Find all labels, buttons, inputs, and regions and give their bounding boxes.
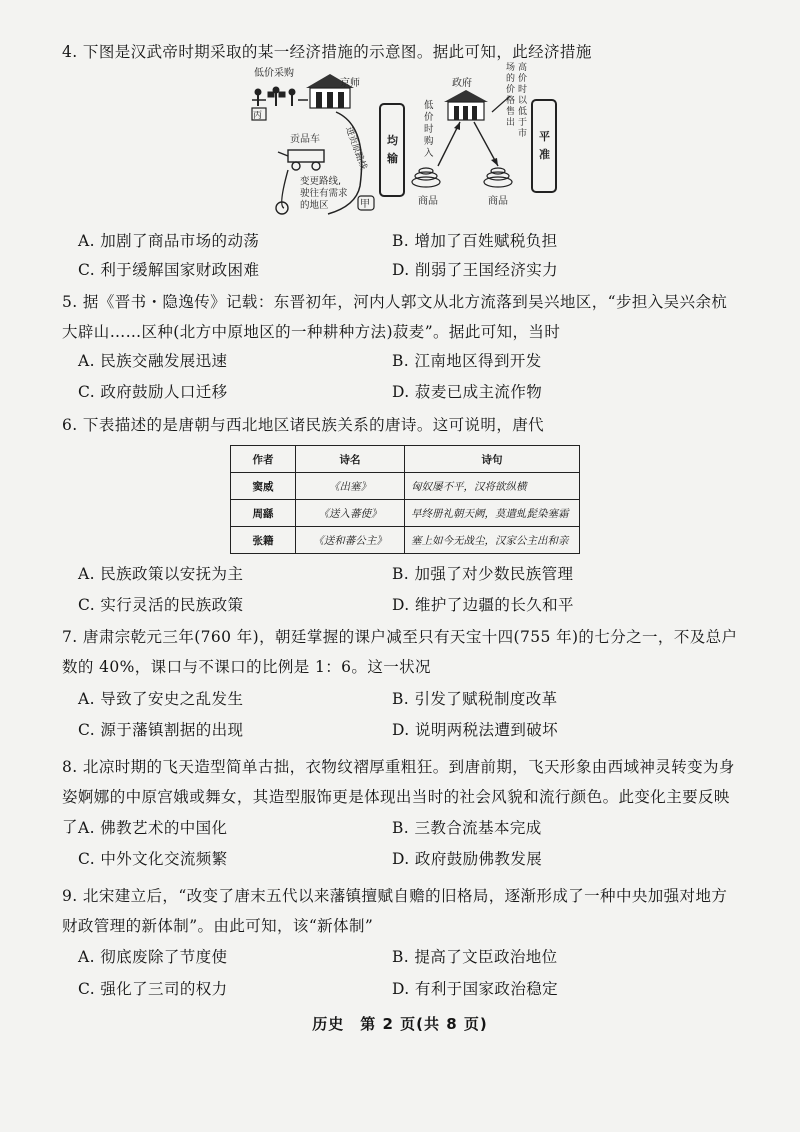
svg-text:时: 时 (424, 124, 434, 135)
cell-title: 《送和蕃公主》 (296, 527, 405, 554)
cell-lines: 匈奴屡不平，汉将欲纵横 (405, 473, 580, 500)
q8-option-a[interactable]: A. 佛教艺术的中国化 (78, 819, 228, 837)
q4-option-a[interactable]: A. 加剧了商品市场的动荡 (78, 232, 260, 250)
q7-option-d[interactable]: D. 说明两税法遭到破坏 (392, 721, 559, 739)
junshu-box (380, 104, 404, 196)
cell-lines: 塞上如今无战尘，汉家公主出和亲 (405, 527, 580, 554)
q7-option-a[interactable]: A. 导致了安史之乱发生 (78, 690, 244, 708)
svg-text:的: 的 (506, 74, 516, 84)
svg-text:以: 以 (518, 96, 528, 106)
q7-option-b[interactable]: B. 引发了赋税制度改革 (392, 690, 558, 708)
q7-option-c[interactable]: C. 源于藩镇割据的出现 (78, 721, 244, 739)
label-change-route-3: 的地区 (300, 200, 329, 211)
q9-option-a[interactable]: A. 彻底废除了节度使 (78, 948, 228, 966)
table-row (231, 473, 580, 500)
label-change-route-1: 变更路线, (300, 176, 342, 187)
goods-pile-left-icon (412, 168, 440, 187)
svg-text:价: 价 (518, 74, 528, 84)
cell-lines: 早终册礼朝天阙，莫遣虬髭染塞霜 (405, 500, 580, 527)
svg-text:市: 市 (518, 129, 528, 139)
label-pingzhun-2: 准 (539, 148, 550, 161)
label-gongpin: 贡品车 (290, 134, 320, 145)
page-footer: 历史 第 2 页(共 8 页) (312, 1015, 488, 1033)
question-8-stem: 8. 北凉时期的飞天造型简单古拙，衣物纹褶厚重粗狂。到唐前期，飞天形象由西域神灵转变为身姿婀娜的中原宫娥或舞女，其造型服饰更是体现出当时的社会风貌和流行颜色。此变化主要反映了 (62, 758, 735, 836)
q8-option-c[interactable]: C. 中外文化交流频繁 (78, 850, 228, 868)
label-goods-right: 商品 (488, 196, 508, 207)
svg-text:时: 时 (518, 85, 528, 95)
question-7-stem: 7. 唐肃宗乾元三年(760 年)，朝廷掌握的课户减至只有天宝十四(755 年)的七分之一，不及总户数的 40%，课口与不课口的比例是 1：6。这一状况 (62, 628, 738, 676)
svg-text:高: 高 (518, 63, 528, 73)
q9-option-c[interactable]: C. 强化了三司的权力 (78, 980, 228, 998)
svg-text:低: 低 (424, 100, 434, 111)
svg-text:于: 于 (518, 118, 528, 128)
q8-option-b[interactable]: B. 三教合流基本完成 (392, 819, 542, 837)
header-author: 作者 (231, 446, 296, 473)
q6-option-b[interactable]: B. 加强了对少数民族管理 (392, 565, 574, 583)
q6-option-c[interactable]: C. 实行灵活的民族政策 (78, 596, 244, 614)
header-lines: 诗句 (405, 446, 580, 473)
label-junshu-2: 输 (387, 152, 398, 165)
svg-text:低: 低 (518, 107, 528, 117)
q5-option-a[interactable]: A. 民族交融发展迅速 (78, 352, 228, 370)
label-jingshi: 京师 (340, 78, 360, 89)
cell-title: 《出塞》 (296, 473, 405, 500)
poem-table (230, 445, 580, 554)
q5-option-b[interactable]: B. 江南地区得到开发 (392, 352, 542, 370)
table-header-row (231, 446, 580, 473)
svg-text:价: 价 (424, 112, 434, 123)
svg-text:格: 格 (506, 96, 516, 106)
q5-option-c[interactable]: C. 政府鼓励人口迁移 (78, 383, 228, 401)
govt-building-icon (444, 90, 488, 120)
question-4-stem: 4. 下图是汉武帝时期采取的某一经济措施的示意图。据此可知，此经济措施 (62, 43, 592, 61)
cell-author: 窦威 (231, 473, 296, 500)
header-title: 诗名 (296, 446, 405, 473)
q4-option-b[interactable]: B. 增加了百姓赋税负担 (392, 232, 558, 250)
porters-icon (252, 87, 295, 106)
label-change-route-2: 驶往有需求 (300, 188, 348, 199)
high-sell-vertical (506, 61, 528, 139)
cell-title: 《送入蕃使》 (296, 500, 405, 527)
table-row (231, 527, 580, 554)
label-jinfeng: 进贡原路线 (343, 125, 368, 172)
q5-option-d[interactable]: D. 菽麦已成主流作物 (392, 383, 543, 401)
junshu-pingzhun-diagram (248, 56, 568, 224)
svg-text:价: 价 (506, 85, 516, 95)
q8-option-d[interactable]: D. 政府鼓励佛教发展 (392, 850, 543, 868)
svg-text:入: 入 (424, 148, 434, 159)
low-buy-in-vertical (424, 100, 434, 159)
goods-pile-right-icon (484, 168, 512, 187)
svg-text:场: 场 (506, 63, 516, 73)
svg-text:购: 购 (424, 136, 434, 147)
label-govt: 政府 (452, 78, 472, 89)
svg-text:出: 出 (506, 118, 516, 128)
question-6-stem: 6. 下表描述的是唐朝与西北地区诸民族关系的唐诗。这可说明，唐代 (62, 416, 545, 434)
svg-text:售: 售 (506, 107, 516, 117)
pingzhun-box (532, 100, 556, 192)
label-goods-left: 商品 (418, 196, 438, 207)
q6-option-d[interactable]: D. 维护了边疆的长久和平 (392, 596, 574, 614)
question-9-stem: 9. 北宋建立后，“改变了唐末五代以来藩镇擅赋自赡的旧格局，逐渐形成了一种中央加强对地方财政管理的新体制”。由此可知，该“新体制” (62, 887, 728, 935)
label-pingzhun-1: 平 (539, 130, 550, 143)
label-yi: 丙 (253, 111, 263, 121)
q4-option-c[interactable]: C. 利于缓解国家财政困难 (78, 261, 260, 279)
cell-author: 周繇 (231, 500, 296, 527)
q6-option-a[interactable]: A. 民族政策以安抚为主 (78, 565, 244, 583)
tribute-cart-icon (278, 150, 324, 170)
label-jia: 甲 (360, 199, 370, 210)
table-row (231, 500, 580, 527)
diagram-svg (248, 56, 568, 224)
q4-option-d[interactable]: D. 削弱了王国经济实力 (392, 261, 559, 279)
label-junshu-1: 均 (387, 134, 398, 147)
q9-option-d[interactable]: D. 有利于国家政治稳定 (392, 980, 559, 998)
question-5-stem: 5. 据《晋书・隐逸传》记载：东晋初年，河内人郭文从北方流落到吴兴地区，“步担入吴兴余杭大辟山……区种(北方中原地区的一种耕种方法)菽麦”。据此可知，当时 (62, 293, 728, 341)
cell-author: 张籍 (231, 527, 296, 554)
label-low-buy: 低价采购 (254, 68, 294, 79)
q9-option-b[interactable]: B. 提高了文臣政治地位 (392, 948, 558, 966)
